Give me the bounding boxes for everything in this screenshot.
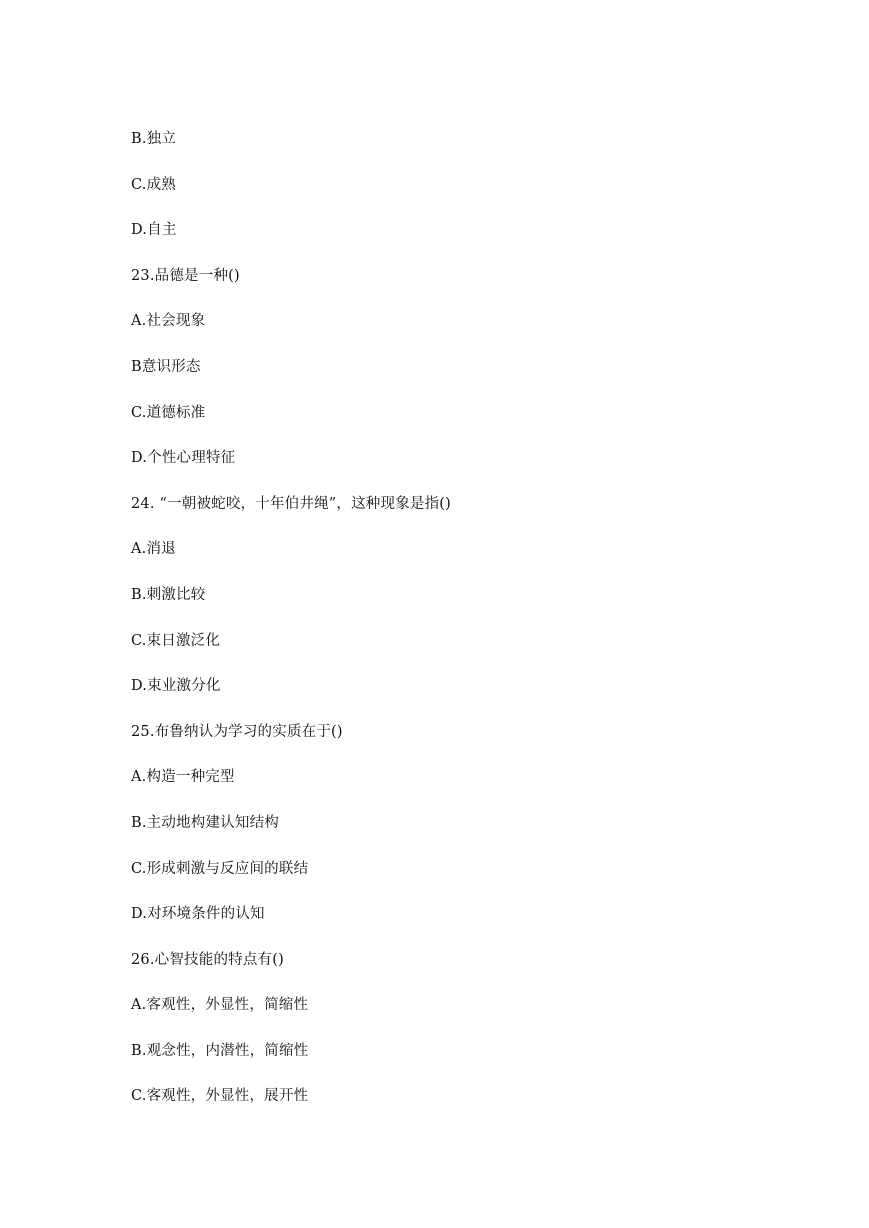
question-line: 25.布鲁纳认为学习的实质在于()	[131, 723, 343, 740]
option-line: D.个性心理特征	[131, 450, 236, 467]
question-line: 26.心智技能的特点有()	[131, 951, 284, 968]
option-line: D.对环境条件的认知	[131, 906, 265, 923]
option-line: D.自主	[131, 222, 177, 239]
option-line: B.刺激比较	[131, 586, 206, 603]
option-line: C.形成刺激与反应间的联结	[131, 860, 309, 877]
question-line: 24. “一朝被蛇咬，十年伯井绳”，这种现象是指()	[131, 495, 452, 512]
option-line: A.客观性，外显性，简缩性	[131, 997, 309, 1014]
option-line: C.束日激泛化	[131, 632, 221, 649]
option-line: B.主动地构建认知结构	[131, 814, 279, 831]
option-line: A.消退	[131, 541, 176, 558]
option-line: A.社会现象	[131, 313, 206, 330]
option-line: B.独立	[131, 131, 177, 147]
option-line: D.束业激分化	[131, 678, 221, 695]
question-line: 23.品德是一种()	[131, 267, 240, 284]
option-line: C.客观性，外显性，展开性	[131, 1088, 309, 1105]
option-line: C.道德标准	[131, 404, 206, 421]
question-list	[131, 126, 451, 1129]
option-line: A.构造一种完型	[131, 769, 235, 786]
option-line: C.成熟	[131, 176, 176, 193]
option-line: B意识形态	[131, 358, 201, 375]
option-line: B.观念性，内潜性，简缩性	[131, 1042, 309, 1059]
